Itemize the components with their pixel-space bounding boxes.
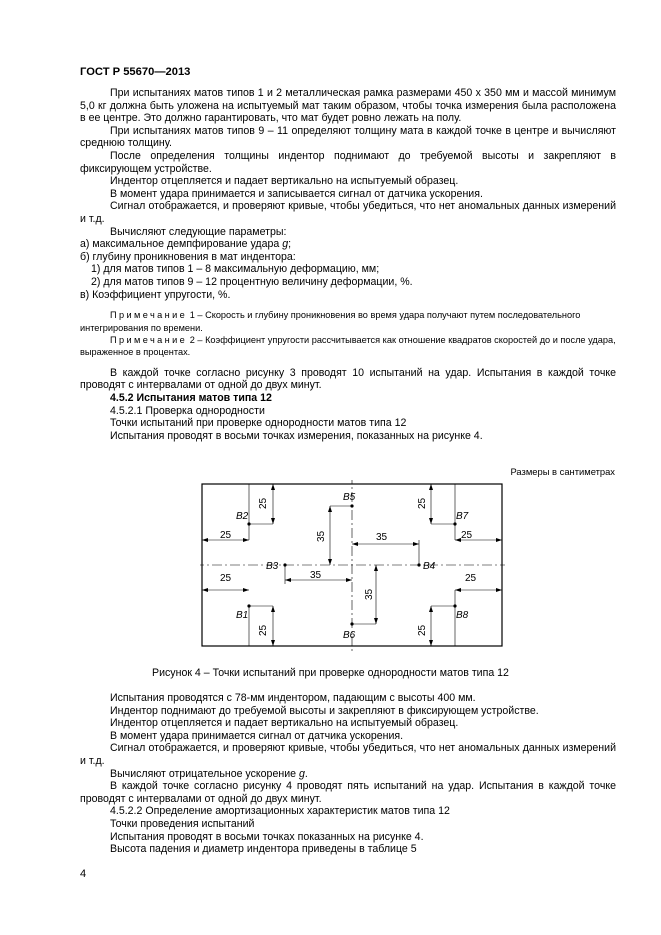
- paragraph: Испытания проводятся с 78-мм индентором, падающим с высоты 400 мм.: [110, 692, 476, 704]
- label-b2: B2: [236, 511, 249, 522]
- point-b5-marker: [350, 504, 353, 507]
- paragraph: В момент удара принимается и записывается сигнал от датчика ускорения.: [110, 187, 483, 200]
- dim-25-b8-horizontal: 25: [465, 573, 477, 584]
- paragraph: Точки испытаний при проверке однородности матов типа 12: [110, 417, 407, 430]
- list-item-b2: 2) для матов типов 9 – 12 процентную величину деформации, %.: [91, 275, 413, 288]
- page-number: 4: [80, 868, 87, 880]
- dim-35-b3-horizontal: 35: [310, 570, 322, 581]
- paragraph: При испытаниях матов типов 1 и 2 металлическая рамка размерами 450 х 350 мм и массой минимум 5,0 кг должна быть уложена на испытуемый мат таким образом, чтобы точка измерения была расположена в ее центре. Это должно гарантировать, что мат будет ровно лежать на полу.: [80, 87, 616, 125]
- point-b8-marker: [453, 604, 456, 607]
- note-2: Примечание 2 – Коэффициент упругости рассчитывается как отношение квадратов скоростей до и после удара, выраженное в процентах.: [80, 334, 616, 358]
- section-impact-tests: [80, 692, 616, 856]
- page-header: ГОСТ Р 55670—2013: [80, 66, 191, 78]
- point-b3-marker: [283, 563, 286, 566]
- dim-25-b2-horizontal: 25: [220, 530, 232, 541]
- point-b7-marker: [453, 522, 456, 525]
- point-b6-marker: [350, 622, 353, 625]
- dim-25-b1-horizontal: 25: [220, 573, 232, 584]
- label-b5: B5: [343, 492, 356, 503]
- paragraph: В каждой точке согласно рисунку 4 проводят пять испытаний на удар. Испытания в каждой точке проводят с интервалами от одной до двух минут.: [80, 780, 616, 805]
- paragraph: Испытания проводят в восьми точках измерения, показанных на рисунке 4.: [110, 429, 483, 442]
- paragraph: Высота падения и диаметр индентора приведены в таблице 5: [110, 843, 417, 856]
- dimensions-note: Размеры в сантиметрах: [510, 466, 615, 477]
- figure-4-diagram: [200, 480, 505, 652]
- subsection-heading-4-5-2-1: 4.5.2.1 Проверка однородности: [110, 404, 265, 417]
- list-item-a: а) максимальное демпфирование удара g;: [80, 238, 292, 251]
- dim-35-b6-vertical: 35: [364, 588, 375, 600]
- dim-25-b8-vertical: 25: [417, 624, 428, 636]
- subsection-heading-4-5-2-2: 4.5.2.2 Определение амортизационных характеристик матов типа 12: [110, 805, 450, 818]
- paragraph: Индентор отцепляется и падает вертикально на испытуемый образец.: [110, 717, 459, 730]
- paragraph: Вычисляют отрицательное ускорение g.: [110, 767, 308, 780]
- figure-caption: Рисунок 4 – Точки испытаний при проверке однородности матов типа 12: [152, 667, 509, 679]
- label-b7: B7: [456, 511, 469, 522]
- point-b4-marker: [417, 563, 420, 566]
- label-b6: B6: [343, 630, 356, 641]
- paragraph: Сигнал отображается, и проверяют кривые, чтобы убедиться, что нет аномальных данных измерений и т.д.: [80, 200, 616, 225]
- note-1: Примечание 1 – Скорость и глубину проникновения во время удара получают путем последовательного интегрирования по времени.: [80, 310, 581, 333]
- list-item-b1: 1) для матов типов 1 – 8 максимальную деформацию, мм;: [91, 263, 380, 276]
- dim-35-b5-vertical: 35: [316, 530, 327, 542]
- dim-35-b4-horizontal: 35: [376, 532, 388, 543]
- dim-25-b1-vertical: 25: [258, 624, 269, 636]
- paragraph: Вычисляют следующие параметры:: [110, 225, 287, 238]
- label-b4: B4: [423, 561, 436, 572]
- section-test-procedure: [80, 87, 616, 442]
- list-item-c: в) Коэффициент упругости, %.: [80, 288, 231, 301]
- dim-25-b2-vertical: 25: [258, 497, 269, 509]
- paragraph: Индентор поднимают до требуемой высоты и закрепляют в фиксирующем устройстве.: [110, 704, 539, 717]
- paragraph: В момент удара принимается сигнал от датчика ускорения.: [110, 729, 404, 742]
- paragraph: Точки проведения испытаний: [110, 817, 255, 830]
- label-b3: B3: [266, 561, 279, 572]
- label-b8: B8: [456, 610, 469, 621]
- dim-25-b7-vertical: 25: [417, 497, 428, 509]
- section-heading-4-5-2: 4.5.2 Испытания матов типа 12: [110, 391, 272, 404]
- paragraph: В каждой точке согласно рисунку 3 проводят 10 испытаний на удар. Испытания в каждой точке проводят с интервалами от одной до двух минут.: [80, 366, 616, 392]
- dim-25-b7-horizontal: 25: [461, 530, 473, 541]
- paragraph: Индентор отцепляется и падает вертикально на испытуемый образец.: [110, 175, 459, 188]
- paragraph: Сигнал отображается, и проверяют кривые, чтобы убедиться, что нет аномальных данных измерений и т.д.: [80, 742, 616, 767]
- list-item-b: б) глубину проникновения в мат индентора:: [80, 250, 296, 263]
- paragraph: Испытания проводят в восьми точках показанных на рисунке 4.: [110, 830, 424, 843]
- paragraph: После определения толщины индентор поднимают до требуемой высоты и закрепляют в фиксирующем устройстве.: [80, 149, 616, 175]
- point-b1-marker: [247, 604, 250, 607]
- paragraph: При испытаниях матов типов 9 – 11 определяют толщину мата в каждой точке в центре и вычисляют среднюю толщину.: [80, 124, 616, 150]
- point-b2-marker: [247, 522, 250, 525]
- label-b1: B1: [236, 610, 249, 621]
